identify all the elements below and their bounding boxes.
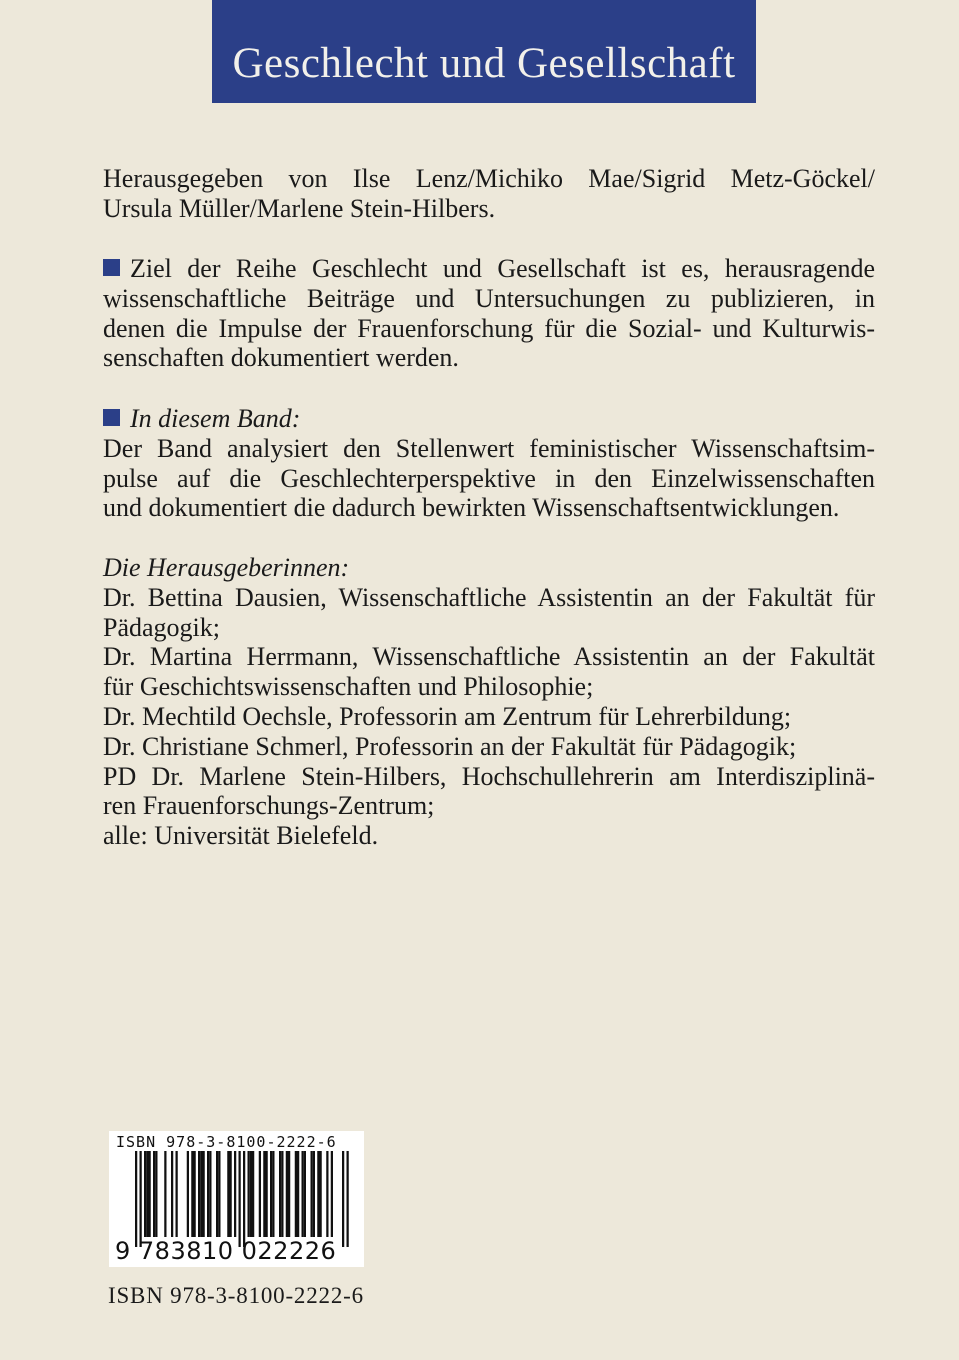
barcode-bar	[272, 1151, 274, 1237]
herausgeberin-line: Dr. Martina Herrmann, Wissenschaftliche Assistentin an der Fakultät	[103, 642, 875, 672]
series-banner	[212, 0, 756, 103]
barcode-bar	[230, 1151, 232, 1237]
barcode-bar	[209, 1151, 211, 1237]
barcode-bar	[164, 1151, 166, 1237]
herausgeberin-line: Dr. Christiane Schmerl, Professorin an der Fakultät für Pädagogik;	[103, 731, 797, 761]
barcode-bar	[140, 1151, 142, 1247]
barcode-bars-icon	[109, 1151, 364, 1247]
barcode-bar	[263, 1151, 265, 1237]
editors-line: Herausgegeben von Ilse Lenz/Michiko Mae/Sigrid Metz-Göckel/	[103, 164, 875, 193]
barcode-bar	[342, 1151, 344, 1247]
barcode-bar	[218, 1151, 220, 1237]
barcode-bar	[207, 1151, 209, 1237]
herausgeberinnen-list	[103, 553, 875, 851]
barcode-bar	[270, 1151, 272, 1237]
band-line: pulse auf die Geschlechterperspektive in den Einzelwissenschaften	[103, 463, 875, 493]
aim-line: senschaften dokumentiert werden.	[103, 343, 459, 373]
herausgeberin-line: alle: Universität Bielefeld.	[103, 821, 379, 851]
barcode-bar	[135, 1151, 137, 1247]
herausgeberin-line: Dr. Bettina Dausien, Wissenschaftliche Assistentin an der Fakultät für	[103, 582, 875, 612]
isbn-number: ISBN 978-3-8100-2222-6	[108, 1283, 364, 1308]
aim-line-text: Ziel der Reihe Geschlecht und Gesellschaft ist es, herausragende	[130, 254, 875, 283]
barcode-bar	[144, 1151, 146, 1237]
herausgeberin-line: für Geschichtswissenschaften und Philosophie;	[103, 672, 594, 702]
barcode-bar	[176, 1151, 178, 1237]
barcode-bar	[243, 1151, 245, 1247]
aim-line: wissenschaftliche Beiträge und Untersuchungen zu publizieren, in	[103, 283, 875, 313]
series-title: Geschlecht und Gesellschaft	[232, 40, 736, 87]
barcode-bar	[304, 1151, 306, 1237]
barcode-bar	[234, 1151, 236, 1237]
barcode-bar	[187, 1151, 189, 1237]
barcode-bar	[146, 1151, 148, 1237]
editors-paragraph	[103, 164, 875, 224]
barcode-bar	[281, 1151, 283, 1237]
barcode-bar	[194, 1151, 196, 1237]
barcode-bar	[171, 1151, 173, 1237]
herausgeberinnen-heading: Die Herausgeberinnen:	[103, 553, 350, 582]
barcode-bar	[198, 1151, 200, 1237]
herausgeberin-line: ren Frauenforschungs-Zentrum;	[103, 791, 435, 821]
herausgeberin-line: Pädagogik;	[103, 612, 220, 642]
herausgeberin-line: PD Dr. Marlene Stein-Hilbers, Hochschullehrerin am Interdisziplinä-	[103, 761, 875, 791]
barcode-bar	[155, 1151, 157, 1237]
barcode-bar	[297, 1151, 299, 1237]
barcode-bar	[347, 1151, 349, 1247]
barcode-bar	[259, 1151, 261, 1237]
band-heading-line	[103, 404, 875, 434]
barcode-bar	[311, 1151, 313, 1237]
barcode-bar	[239, 1151, 241, 1247]
barcode-bar	[279, 1151, 281, 1237]
editors-line: Ursula Müller/Marlene Stein-Hilbers.	[103, 193, 496, 223]
band-description	[103, 404, 875, 523]
barcode-digits: 9 783810 022226	[115, 1237, 337, 1265]
barcode-bar	[313, 1151, 315, 1237]
barcode-bar	[200, 1151, 202, 1237]
barcode-bar	[227, 1151, 229, 1237]
barcode-bar	[250, 1151, 252, 1237]
barcode-bar	[302, 1151, 304, 1237]
herausgeberin-line: Dr. Mechtild Oechsle, Professorin am Zentrum für Lehrerbildung;	[103, 701, 792, 731]
barcode-bar	[331, 1151, 333, 1237]
band-heading: In diesem Band:	[130, 404, 301, 433]
band-line: und dokumentiert die dadurch bewirkten Wissenschaftsentwicklungen.	[103, 493, 840, 523]
barcode-bar	[288, 1151, 290, 1237]
barcode-bar	[266, 1151, 268, 1237]
barcode-bar	[153, 1151, 155, 1237]
barcode-bar	[295, 1151, 297, 1237]
barcode-bar	[317, 1151, 319, 1237]
barcode-bar	[286, 1151, 288, 1237]
barcode-bar	[248, 1151, 250, 1237]
aim-line	[103, 254, 875, 284]
aim-line: denen die Impulse der Frauenforschung für die Sozial- und Kulturwis-	[103, 313, 875, 343]
square-bullet-icon	[103, 259, 120, 276]
barcode-isbn-label: ISBN 978-3-8100-2222-6	[116, 1133, 337, 1151]
barcode-bar	[320, 1151, 322, 1237]
band-line: Der Band analysiert den Stellenwert feministischer Wissenschaftsim-	[103, 433, 875, 463]
barcode-bar	[191, 1151, 193, 1237]
barcode-bar	[203, 1151, 205, 1237]
barcode-bar	[149, 1151, 151, 1237]
barcode	[109, 1131, 364, 1267]
barcode-bar	[216, 1151, 218, 1237]
barcode-bar	[326, 1151, 328, 1237]
series-aim-paragraph	[103, 254, 875, 373]
square-bullet-icon	[103, 409, 120, 426]
barcode-bar	[252, 1151, 254, 1237]
